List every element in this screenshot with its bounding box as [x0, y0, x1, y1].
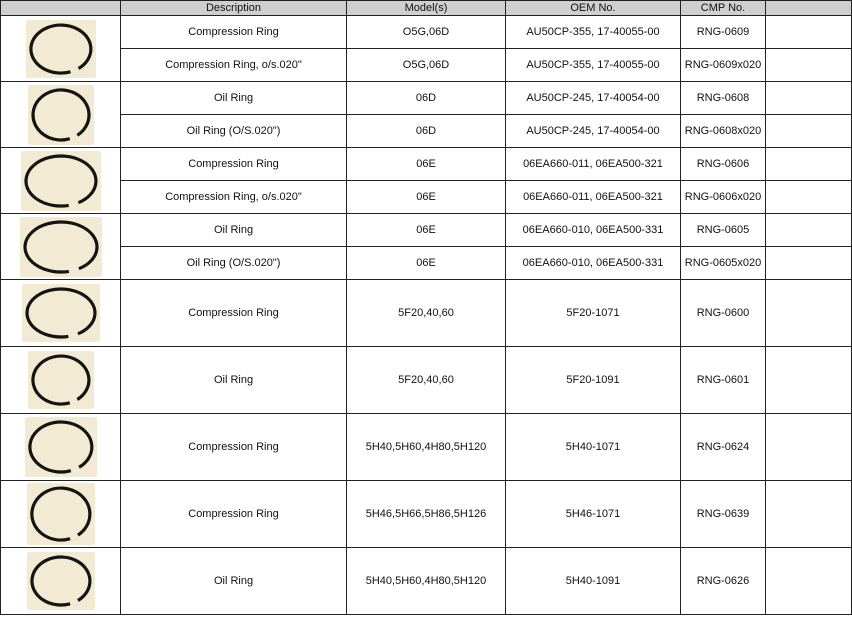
- oem-no-cell: 06EA660-010, 06EA500-331: [506, 214, 681, 247]
- description-cell: Oil Ring (O/S.020"): [121, 115, 347, 148]
- oem-no-cell: 06EA660-011, 06EA500-321: [506, 181, 681, 214]
- piston-ring-icon: [28, 351, 94, 409]
- part-image-cell: [1, 214, 121, 280]
- table-row: [1, 16, 852, 49]
- table-row: [1, 347, 852, 414]
- oem-no-cell: 06EA660-011, 06EA500-321: [506, 148, 681, 181]
- header-extra: [766, 1, 852, 16]
- part-image-cell: [1, 548, 121, 615]
- description-cell: Compression Ring: [121, 16, 347, 49]
- table-row: [1, 49, 852, 82]
- header-models: Model(s): [347, 1, 506, 16]
- models-cell: 06D: [347, 82, 506, 115]
- extra-cell: [766, 82, 852, 115]
- extra-cell: [766, 414, 852, 481]
- table-row: [1, 82, 852, 115]
- models-cell: 5F20,40,60: [347, 347, 506, 414]
- oem-no-cell: AU50CP-245, 17-40054-00: [506, 82, 681, 115]
- models-cell: 06D: [347, 115, 506, 148]
- piston-ring-icon: [28, 85, 94, 145]
- extra-cell: [766, 280, 852, 347]
- part-image-cell: [1, 148, 121, 214]
- extra-cell: [766, 214, 852, 247]
- cmp-no-cell: RNG-0639: [681, 481, 766, 548]
- description-cell: Compression Ring, o/s.020": [121, 49, 347, 82]
- models-cell: 5H40,5H60,4H80,5H120: [347, 548, 506, 615]
- piston-ring-photo: [27, 483, 95, 545]
- description-cell: Oil Ring: [121, 347, 347, 414]
- part-image-cell: [1, 481, 121, 548]
- table-row: [1, 115, 852, 148]
- piston-ring-photo: [22, 284, 100, 342]
- piston-ring-photo: [28, 351, 94, 409]
- oem-no-cell: 5H40-1091: [506, 548, 681, 615]
- models-cell: 06E: [347, 181, 506, 214]
- oem-no-cell: 5F20-1091: [506, 347, 681, 414]
- piston-ring-icon: [22, 284, 100, 342]
- models-cell: 06E: [347, 247, 506, 280]
- piston-ring-photo: [27, 552, 95, 610]
- piston-ring-icon: [27, 483, 95, 545]
- piston-ring-icon: [27, 552, 95, 610]
- cmp-no-cell: RNG-0605: [681, 214, 766, 247]
- part-image-cell: [1, 16, 121, 82]
- piston-ring-photo: [25, 417, 97, 477]
- table-row: [1, 247, 852, 280]
- description-cell: Compression Ring: [121, 148, 347, 181]
- extra-cell: [766, 148, 852, 181]
- part-image-cell: [1, 347, 121, 414]
- table-row: [1, 181, 852, 214]
- table-row: [1, 280, 852, 347]
- table-row: [1, 548, 852, 615]
- extra-cell: [766, 481, 852, 548]
- description-cell: Compression Ring: [121, 280, 347, 347]
- oem-no-cell: 5H46-1071: [506, 481, 681, 548]
- header-oem-no: OEM No.: [506, 1, 681, 16]
- models-cell: 06E: [347, 148, 506, 181]
- models-cell: O5G,06D: [347, 16, 506, 49]
- description-cell: Compression Ring, o/s.020": [121, 181, 347, 214]
- header-description: Description: [121, 1, 347, 16]
- cmp-no-cell: RNG-0609x020: [681, 49, 766, 82]
- piston-ring-photo: [28, 85, 94, 145]
- part-image-cell: [1, 414, 121, 481]
- header-image: [1, 1, 121, 16]
- description-cell: Oil Ring: [121, 548, 347, 615]
- oem-no-cell: 5F20-1071: [506, 280, 681, 347]
- table-row: [1, 214, 852, 247]
- piston-ring-icon: [26, 20, 96, 78]
- cmp-no-cell: RNG-0608x020: [681, 115, 766, 148]
- extra-cell: [766, 49, 852, 82]
- piston-ring-photo: [21, 151, 101, 211]
- header-row: [1, 1, 852, 16]
- piston-ring-photo: [26, 20, 96, 78]
- cmp-no-cell: RNG-0600: [681, 280, 766, 347]
- models-cell: 5H40,5H60,4H80,5H120: [347, 414, 506, 481]
- piston-ring-photo: [20, 217, 102, 277]
- description-cell: Compression Ring: [121, 481, 347, 548]
- description-cell: Compression Ring: [121, 414, 347, 481]
- models-cell: 5F20,40,60: [347, 280, 506, 347]
- header-cmp-no: CMP No.: [681, 1, 766, 16]
- part-image-cell: [1, 280, 121, 347]
- cmp-no-cell: RNG-0605x020: [681, 247, 766, 280]
- parts-table-body: [1, 16, 852, 615]
- cmp-no-cell: RNG-0624: [681, 414, 766, 481]
- description-cell: Oil Ring: [121, 214, 347, 247]
- piston-ring-icon: [20, 217, 102, 277]
- cmp-no-cell: RNG-0609: [681, 16, 766, 49]
- extra-cell: [766, 247, 852, 280]
- models-cell: O5G,06D: [347, 49, 506, 82]
- table-row: [1, 148, 852, 181]
- piston-ring-icon: [21, 151, 101, 211]
- description-cell: Oil Ring: [121, 82, 347, 115]
- oem-no-cell: AU50CP-355, 17-40055-00: [506, 49, 681, 82]
- table-row: [1, 414, 852, 481]
- cmp-no-cell: RNG-0606: [681, 148, 766, 181]
- piston-ring-icon: [25, 417, 97, 477]
- oem-no-cell: AU50CP-245, 17-40054-00: [506, 115, 681, 148]
- cmp-no-cell: RNG-0608: [681, 82, 766, 115]
- part-image-cell: [1, 82, 121, 148]
- models-cell: 5H46,5H66,5H86,5H126: [347, 481, 506, 548]
- oem-no-cell: AU50CP-355, 17-40055-00: [506, 16, 681, 49]
- cmp-no-cell: RNG-0601: [681, 347, 766, 414]
- description-cell: Oil Ring (O/S.020"): [121, 247, 347, 280]
- models-cell: 06E: [347, 214, 506, 247]
- oem-no-cell: 5H40-1071: [506, 414, 681, 481]
- extra-cell: [766, 181, 852, 214]
- oem-no-cell: 06EA660-010, 06EA500-331: [506, 247, 681, 280]
- extra-cell: [766, 115, 852, 148]
- extra-cell: [766, 548, 852, 615]
- extra-cell: [766, 16, 852, 49]
- extra-cell: [766, 347, 852, 414]
- cmp-no-cell: RNG-0606x020: [681, 181, 766, 214]
- cmp-no-cell: RNG-0626: [681, 548, 766, 615]
- table-row: [1, 481, 852, 548]
